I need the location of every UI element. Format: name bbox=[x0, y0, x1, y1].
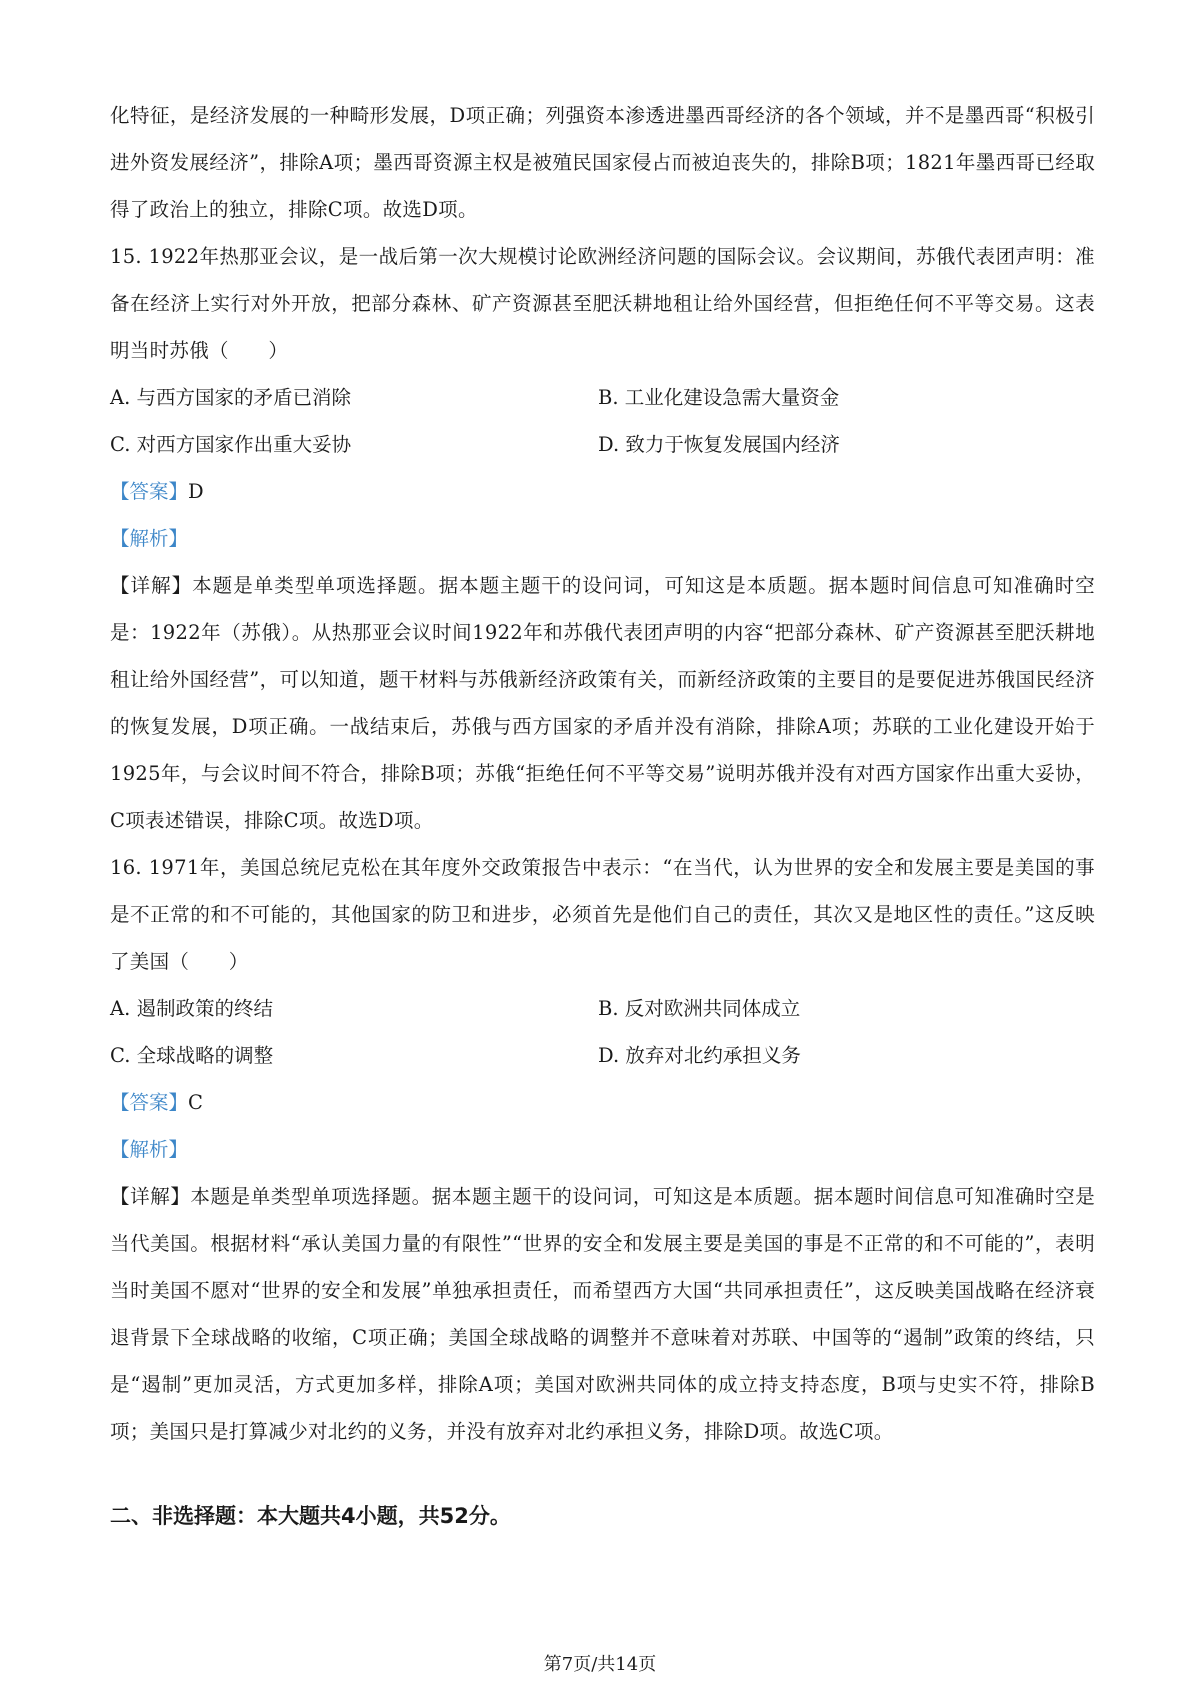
q15-option-a: A. 与西方国家的矛盾已消除 bbox=[110, 386, 351, 409]
q15-option-b: B. 工业化建设急需大量资金 bbox=[598, 386, 840, 409]
q16-detail: 【详解】本题是单类型单项选择题。据本题主题干的设问词，可知这是本质题。据本题时间信息可知准确时空是当代美国。根据材料“承认美国力量的有限性”“世界的安全和发展主要是美国的事是不正常的和不可能的”，表明当时美国不愿对“世界的安全和发展”单独承担责任，而希望西方大国“共同承担责任”，这反映美国战略在经济衰退背景下全球战略的收缩，C项正确；美国全球战略的调整并不意味着对苏联、中国等的“遏制”政策的终结，只是“遏制”更加灵活，方式更加多样，排除A项；美国对欧洲共同体的成立持支持态度，B项与史实不符，排除B项；美国只是打算减少对北约的义务，并没有放弃对北约承担义务，排除D项。故选C项。 bbox=[110, 1185, 1095, 1443]
q16-option-c: C. 全球战略的调整 bbox=[110, 1044, 274, 1067]
q16-analysis-label: 【解析】 bbox=[110, 1138, 189, 1161]
q16-answer bbox=[110, 1079, 1095, 1126]
q15-stem: 15. 1922年热那亚会议，是一战后第一次大规模讨论欧洲经济问题的国际会议。会议期间，苏俄代表团声明：准备在经济上实行对外开放，把部分森林、矿产资源甚至肥沃耕地租让给外国经营，但拒绝任何不平等交易。这表明当时苏俄（ ） bbox=[110, 245, 1095, 362]
page-content bbox=[110, 92, 1095, 1455]
intro-paragraph: 化特征，是经济发展的一种畸形发展，D项正确；列强资本渗透进墨西哥经济的各个领域，并不是墨西哥“积极引进外资发展经济”，排除A项；墨西哥资源主权是被殖民国家侵占而被迫丧失的，排除B项；1821年墨西哥已经取得了政治上的独立，排除C项。故选D项。 bbox=[110, 104, 1095, 221]
q16-options-row-2 bbox=[110, 1032, 1095, 1079]
q15-options-row-1 bbox=[110, 374, 1095, 421]
q15-answer-label: 【答案】 bbox=[110, 480, 189, 503]
q15-detail: 【详解】本题是单类型单项选择题。据本题主题干的设问词，可知这是本质题。据本题时间信息可知准确时空是：1922年（苏俄）。从热那亚会议时间1922年和苏俄代表团声明的内容“把部分森林、矿产资源甚至肥沃耕地租让给外国经营”，可以知道，题干材料与苏俄新经济政策有关，而新经济政策的主要目的是要促进苏俄国民经济的恢复发展，D项正确。一战结束后，苏俄与西方国家的矛盾并没有消除，排除A项；苏联的工业化建设开始于1925年，与会议时间不符合，排除B项；苏俄“拒绝任何不平等交易”说明苏俄并没有对西方国家作出重大妥协，C项表述错误，排除C项。故选D项。 bbox=[110, 574, 1095, 832]
q16-answer-label: 【答案】 bbox=[110, 1091, 189, 1114]
question-15 bbox=[110, 233, 1095, 844]
q15-option-d: D. 致力于恢复发展国内经济 bbox=[598, 433, 840, 456]
q16-option-a: A. 遏制政策的终结 bbox=[110, 997, 273, 1020]
q16-answer-value: C bbox=[188, 1091, 203, 1114]
q15-option-c: C. 对西方国家作出重大妥协 bbox=[110, 433, 352, 456]
q16-stem: 16. 1971年，美国总统尼克松在其年度外交政策报告中表示：“在当代，认为世界的安全和发展主要是美国的事是不正常的和不可能的，其他国家的防卫和进步，必须首先是他们自己的责任，其次又是地区性的责任。”这反映了美国（ ） bbox=[110, 856, 1095, 973]
q15-answer bbox=[110, 468, 1095, 515]
question-16 bbox=[110, 844, 1095, 1455]
q15-analysis-label: 【解析】 bbox=[110, 527, 189, 550]
q15-options-row-2 bbox=[110, 421, 1095, 468]
page-footer: 第7页/共14页 bbox=[543, 1654, 657, 1675]
q16-option-d: D. 放弃对北约承担义务 bbox=[598, 1044, 801, 1067]
q15-answer-value: D bbox=[188, 480, 204, 503]
section-title: 二、非选择题：本大题共4小题，共52分。 bbox=[110, 1504, 511, 1528]
q16-option-b: B. 反对欧洲共同体成立 bbox=[598, 997, 801, 1020]
q16-options-row-1 bbox=[110, 985, 1095, 1032]
